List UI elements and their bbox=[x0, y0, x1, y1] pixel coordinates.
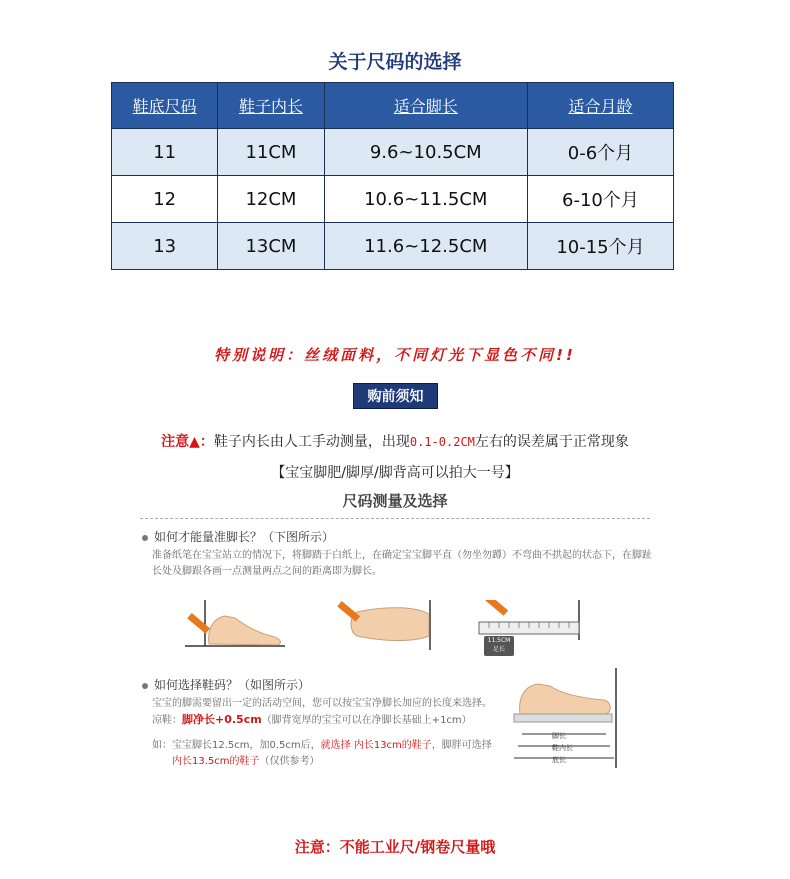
notice-badge: 购前须知 bbox=[353, 383, 438, 409]
size-up-tip: 【宝宝脚肥/脚厚/脚背高可以拍大一号】 bbox=[271, 465, 519, 481]
header-foot-length: 适合脚长 bbox=[324, 83, 527, 129]
cell-sole-size: 11 bbox=[112, 129, 218, 176]
cell-foot-length: 10.6~11.5CM bbox=[324, 176, 527, 223]
error-note bbox=[0, 431, 790, 451]
pencil-icon bbox=[187, 613, 210, 634]
choose-question: 如何选择鞋码？（如图所示） bbox=[142, 676, 310, 693]
special-note: 特别说明：丝绒面料，不同灯光下显色不同!! bbox=[214, 346, 576, 364]
bullet-icon bbox=[142, 535, 148, 541]
cell-foot-length: 11.6~12.5CM bbox=[324, 223, 527, 270]
cell-age: 6-10个月 bbox=[527, 176, 673, 223]
size-table-header-row bbox=[112, 83, 674, 129]
choose-example: 如：宝宝脚长12.5cm，加0.5cm后，就选择 内长13cm的鞋子，脚胖可选择 内长13.5cm的鞋子（仅供参考） bbox=[152, 740, 492, 767]
table-row bbox=[112, 129, 674, 176]
pencil-icon bbox=[485, 600, 508, 616]
guide-divider bbox=[140, 518, 650, 519]
page-title: 关于尺码的选择 bbox=[328, 51, 462, 73]
header-inner-length: 鞋子内长 bbox=[218, 83, 324, 129]
cell-age: 10-15个月 bbox=[527, 223, 673, 270]
sole-icon bbox=[514, 714, 612, 722]
foot-top-view-figure bbox=[335, 600, 435, 652]
bullet-icon bbox=[142, 683, 148, 689]
foot-icon bbox=[209, 616, 281, 645]
cell-foot-length: 9.6~10.5CM bbox=[324, 129, 527, 176]
guide-title: 尺码测量及选择 bbox=[342, 492, 448, 510]
pencil-icon bbox=[337, 601, 360, 622]
table-row bbox=[112, 223, 674, 270]
note-error-range: 0.1-0.2CM bbox=[409, 435, 475, 449]
table-row bbox=[112, 176, 674, 223]
note-text-after: 左右的误差属于正常现象 bbox=[474, 434, 629, 450]
choose-description: 宝宝的脚需要留出一定的活动空间，您可以按宝宝净脚长加应的长度来选择。 凉鞋：脚净长+0.5cm（脚背宽厚的宝宝可以在净脚长基础上+1cm） bbox=[152, 698, 492, 726]
measure-question: 如何才能量准脚长？（下图所示） bbox=[142, 528, 334, 545]
size-formula: 脚净长+0.5cm bbox=[182, 713, 262, 726]
footer-note: 注意：不能工业尺/钢卷尺量哦 bbox=[294, 838, 496, 856]
cell-inner-length: 11CM bbox=[218, 129, 324, 176]
header-sole-size: 鞋底尺码 bbox=[112, 83, 218, 129]
cell-inner-length: 13CM bbox=[218, 223, 324, 270]
measure-description: 准备纸笔在宝宝站立的情况下，将脚踏于白纸上，在确定宝宝脚平直（勿坐勿蹲）不弯曲不拱起的状态下，在脚趾 长处及脚跟各画一点测量两点之间的距离即为脚长。 bbox=[152, 550, 652, 577]
foot-icon bbox=[520, 684, 611, 714]
ruler-badge: 11.5CM 足长 bbox=[484, 636, 514, 656]
cell-sole-size: 13 bbox=[112, 223, 218, 270]
header-age: 适合月龄 bbox=[527, 83, 673, 129]
foot-heel-mark-figure bbox=[185, 598, 285, 652]
cell-age: 0-6个月 bbox=[527, 129, 673, 176]
note-text-before: 鞋子内长由人工手动测量，出现 bbox=[213, 434, 410, 450]
shoe-diagram-labels: 脚长 鞋内长 底长 bbox=[552, 732, 573, 764]
note-label: 注意▲： bbox=[161, 434, 214, 450]
cell-inner-length: 12CM bbox=[218, 176, 324, 223]
foot-icon bbox=[351, 608, 429, 641]
size-table bbox=[111, 82, 674, 270]
cell-sole-size: 12 bbox=[112, 176, 218, 223]
